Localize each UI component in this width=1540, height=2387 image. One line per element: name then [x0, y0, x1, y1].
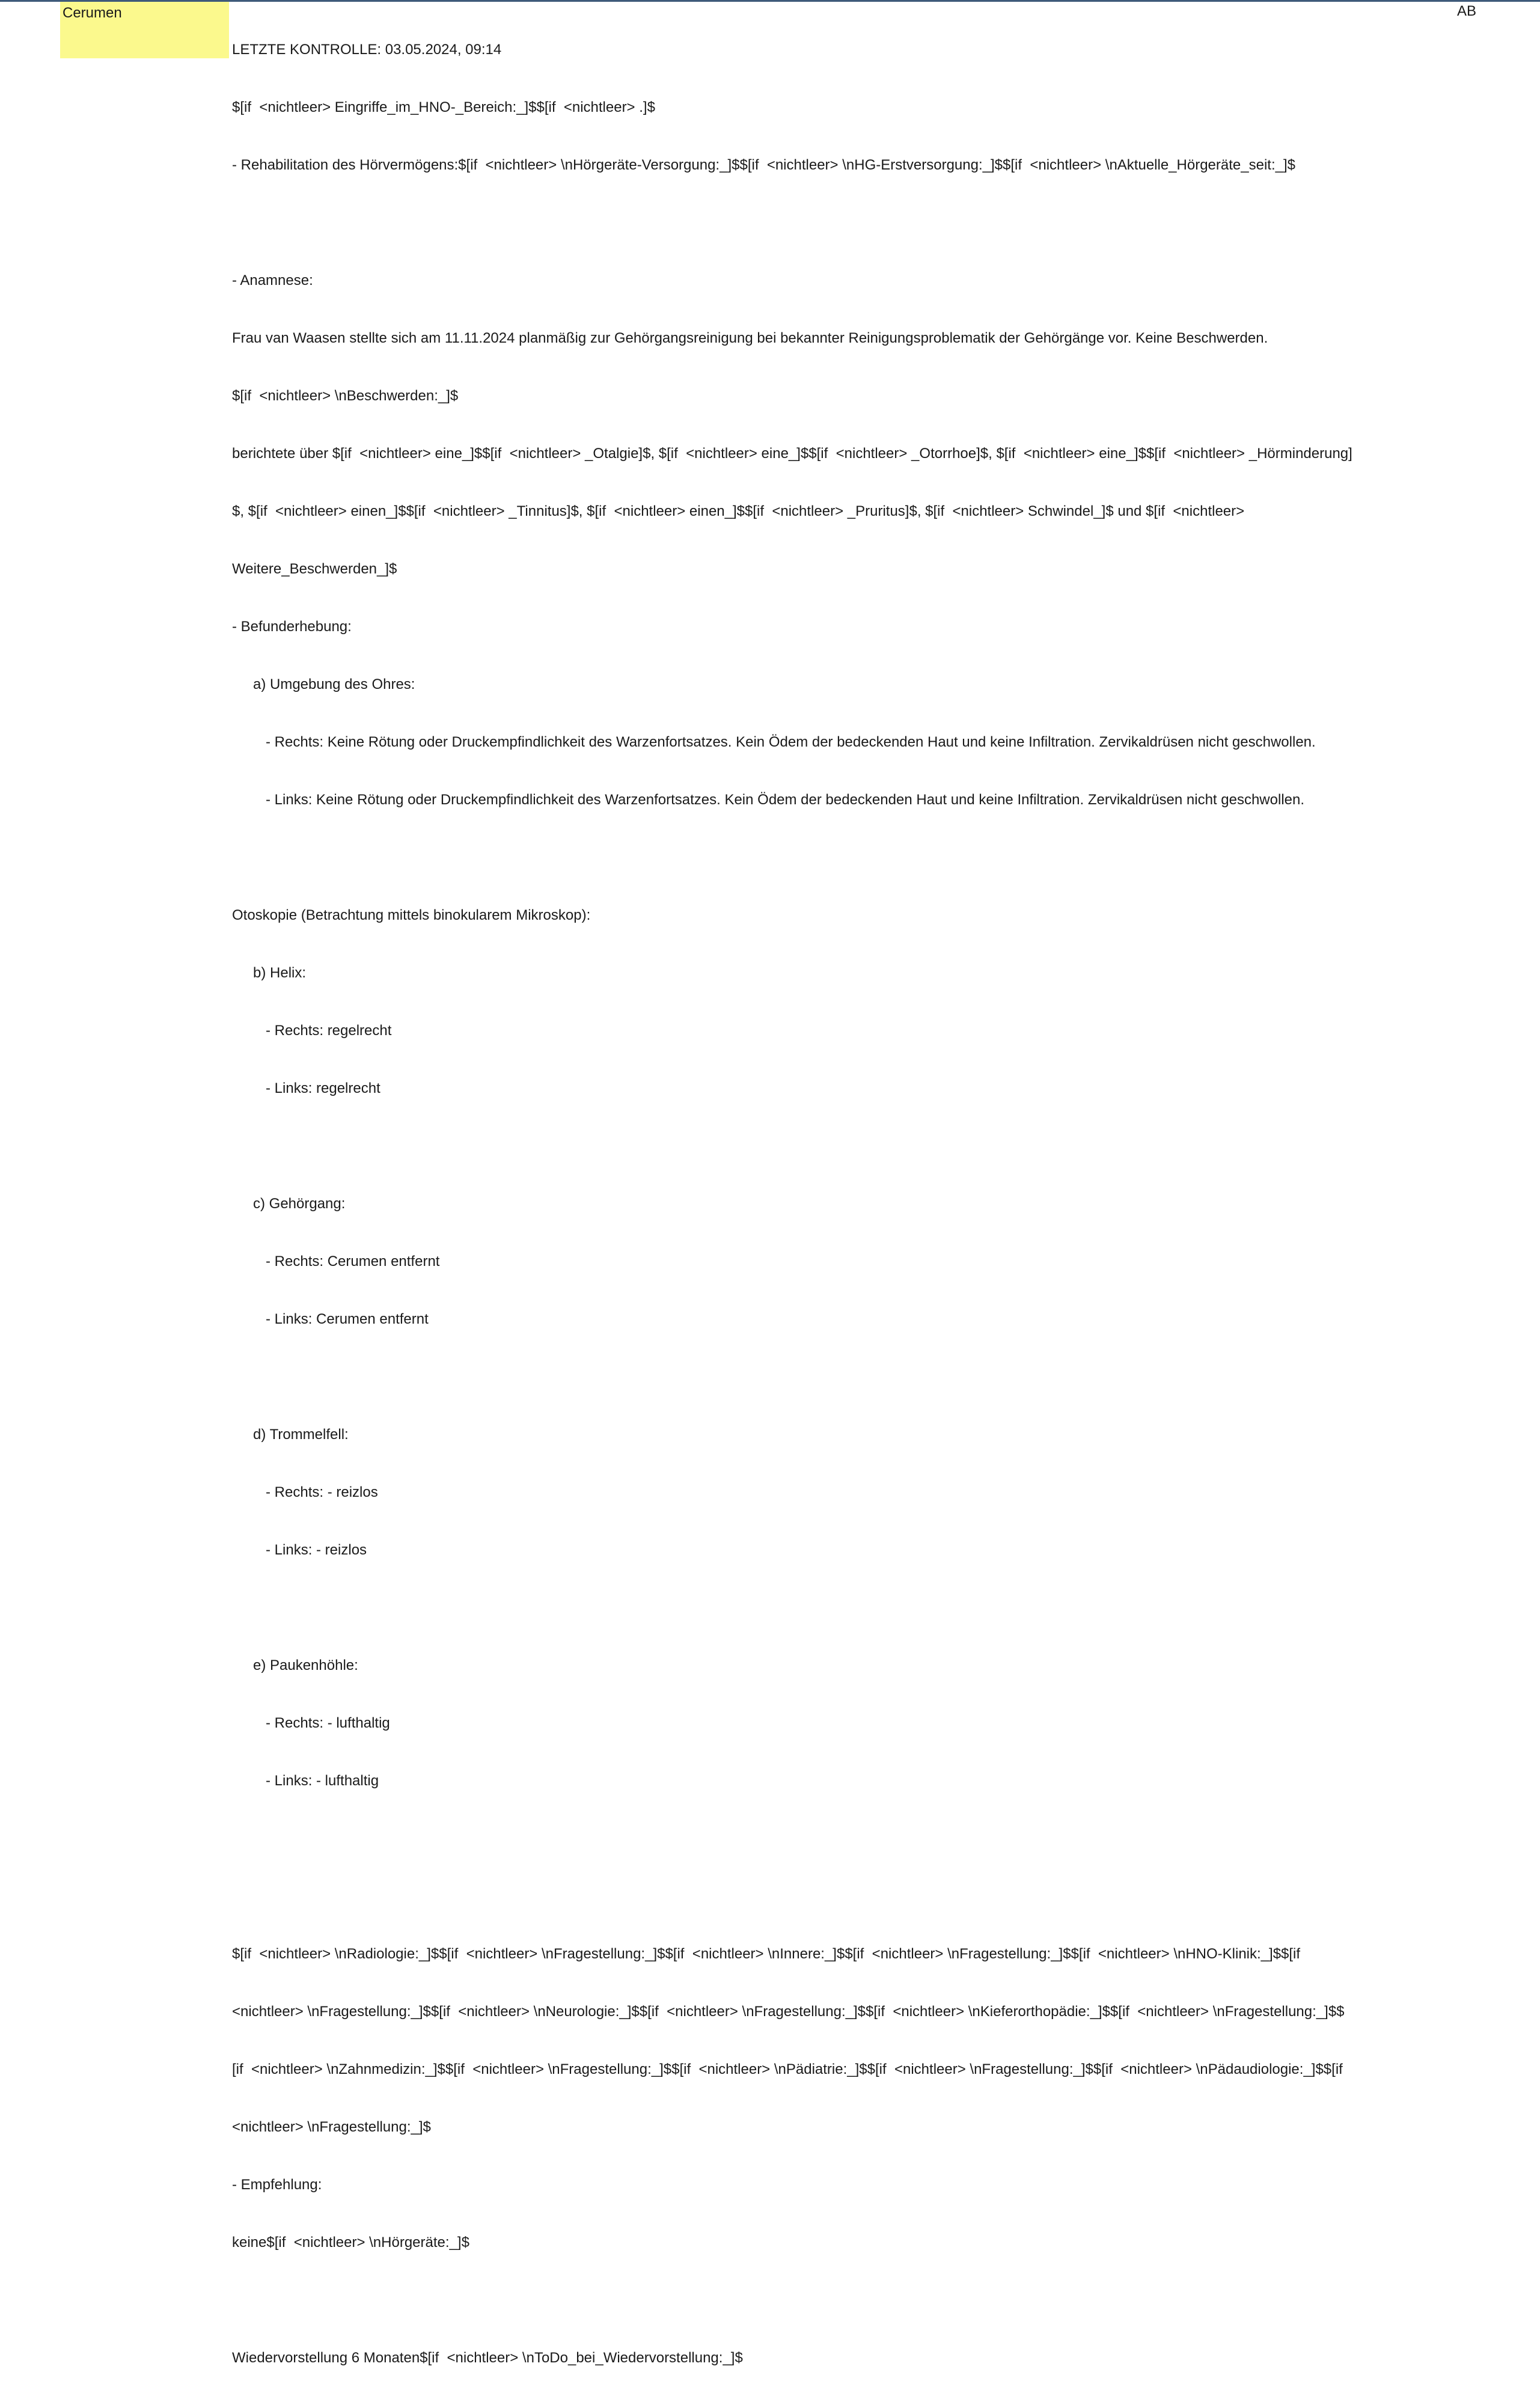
finding-left: - Links: Keine Rötung oder Druckempfindlichkeit des Warzenfortsatzes. Kein Ödem der bedeckenden Haut und keine Infiltration. Zervikaldrüsen nicht geschwollen.: [266, 792, 1305, 808]
reported-symptoms-line: berichtete über $[if <nichtleer> eine_]$$[if <nichtleer> _Otalgie]$, $[if <nichtleer> eine_]$$[if <nichtleer> _Otorrhoe]$, $[if <nichtleer> eine_]$$[if <nichtleer> _Hörminderung]: [232, 445, 1352, 462]
complaints-template-line: $[if <nichtleer> \nBeschwerden:_]$: [232, 388, 459, 404]
recommendation-text: keine$[if <nichtleer> \nHörgeräte:_]$: [232, 2234, 469, 2251]
blank-line: [232, 2291, 1452, 2310]
finding-left: - Links: - lufthaltig: [266, 1773, 379, 1789]
anamnese-heading: - Anamnese:: [232, 272, 313, 289]
finding-left: - Links: - reizlos: [266, 1542, 367, 1558]
finding-right: - Rechts: Keine Rötung oder Druckempfindlichkeit des Warzenfortsatzes. Kein Ödem der bedeckenden Haut und keine Infiltration. Zervikaldrüsen nicht geschwollen.: [266, 734, 1316, 750]
anamnese-text: Frau van Waasen stellte sich am 11.11.2024 planmäßig zur Gehörgangsreinigung bei bekannter Reinigungsproblematik der Gehörgänge vor. Keine Beschwerden.: [232, 330, 1268, 346]
finding-left: - Links: Cerumen entfernt: [266, 1311, 429, 1327]
findings-subheading: d) Trommelfell:: [253, 1426, 349, 1443]
last-check-line: LETZTE KONTROLLE: 03.05.2024, 09:14: [232, 41, 502, 58]
finding-right: - Rechts: - lufthaltig: [266, 1715, 390, 1731]
referral-template-line: [if <nichtleer> \nZahnmedizin:_]$$[if <nichtleer> \nFragestellung:_]$$[if <nichtleer> \nPädiatrie:_]$$[if <nichtleer> \nFragestellung:_]$$[if <nichtleer> \nPädaudiologie:_]$$[if: [232, 2061, 1343, 2077]
finding-right: - Rechts: regelrecht: [266, 1022, 392, 1039]
blank-line: [232, 1598, 1452, 1618]
blank-line: [232, 1829, 1452, 1848]
findings-subheading: c) Gehörgang:: [253, 1196, 346, 1212]
finding-right: - Rechts: - reizlos: [266, 1484, 378, 1500]
blank-line: [232, 1137, 1452, 1156]
entry-category-label: Cerumen: [63, 5, 122, 21]
blank-line: [232, 848, 1452, 867]
referral-template-line: $[if <nichtleer> \nRadiologie:_]$$[if <nichtleer> \nFragestellung:_]$$[if <nichtleer> \nInnere:_]$$[if <nichtleer> \nFragestellung:_]$$[if <nichtleer> \nHNO-Klinik:_]$$[if: [232, 1946, 1301, 1962]
rehabilitation-line: - Rehabilitation des Hörvermögens:$[if <nichtleer> \nHörgeräte-Versorgung:_]$$[if <nichtleer> \nHG-Erstversorgung:_]$$[if <nichtleer> \nAktuelle_Hörgeräte_seit:_]$: [232, 157, 1295, 173]
entry-category-cell[interactable]: [60, 2, 229, 58]
template-line: $[if <nichtleer> Eingriffe_im_HNO-_Bereich:_]$$[if <nichtleer> .]$: [232, 99, 655, 115]
blank-line: [232, 1887, 1452, 1906]
document-text-area[interactable]: [232, 2, 1452, 2387]
blank-line: [232, 1368, 1452, 1387]
referral-template-line: <nichtleer> \nFragestellung:_]$: [232, 2119, 431, 2135]
blank-line: [232, 213, 1452, 233]
findings-subheading: a) Umgebung des Ohres:: [253, 676, 415, 692]
referral-template-line: <nichtleer> \nFragestellung:_]$$[if <nichtleer> \nNeurologie:_]$$[if <nichtleer> \nFragestellung:_]$$[if <nichtleer> \nKieferorthopädie:_]$$[if <nichtleer> \nFragestellung:_]$$: [232, 2003, 1345, 2020]
follow-up-line: Wiedervorstellung 6 Monaten$[if <nichtleer> \nToDo_bei_Wiedervorstellung:_]$: [232, 2350, 743, 2366]
otoscopy-heading: Otoskopie (Betrachtung mittels binokularem Mikroskop):: [232, 907, 591, 923]
findings-subheading: e) Paukenhöhle:: [253, 1657, 358, 1673]
reported-symptoms-line: $, $[if <nichtleer> einen_]$$[if <nichtleer> _Tinnitus]$, $[if <nichtleer> einen_]$$[if <nichtleer> _Pruritus]$, $[if <nichtleer> Schwindel_]$ und $[if <nichtleer>: [232, 503, 1245, 519]
findings-subheading: b) Helix:: [253, 965, 307, 981]
findings-heading: - Befunderhebung:: [232, 619, 352, 635]
recommendation-heading: - Empfehlung:: [232, 2177, 322, 2193]
reported-symptoms-line: Weitere_Beschwerden_]$: [232, 561, 397, 577]
finding-right: - Rechts: Cerumen entfernt: [266, 1253, 440, 1270]
author-initials: AB: [1457, 3, 1477, 19]
finding-left: - Links: regelrecht: [266, 1080, 380, 1096]
